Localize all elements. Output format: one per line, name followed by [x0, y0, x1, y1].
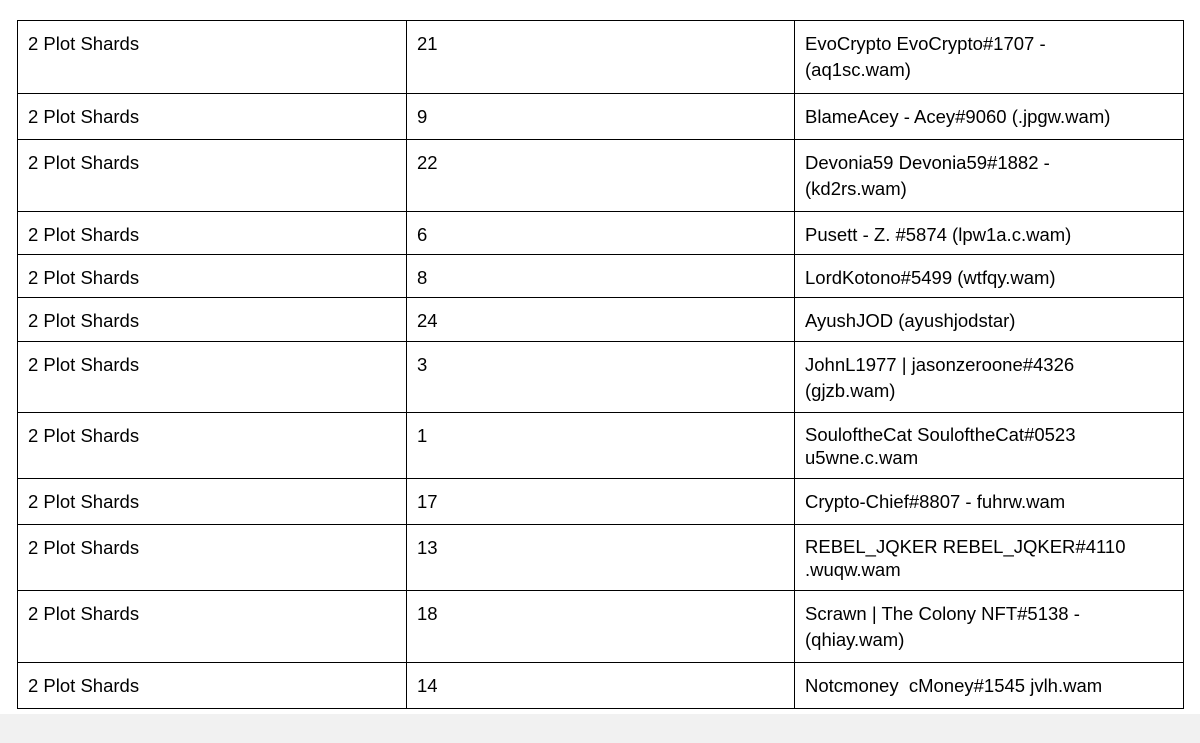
table-row — [18, 413, 1184, 479]
item-cell[interactable]: 2 Plot Shards — [18, 255, 407, 298]
number-cell[interactable]: 22 — [407, 140, 795, 212]
number-cell[interactable]: 18 — [407, 591, 795, 663]
recipient-cell[interactable]: JohnL1977 | jasonzeroone#4326 (gjzb.wam) — [795, 342, 1184, 413]
recipient-cell[interactable]: AyushJOD (ayushjodstar) — [795, 298, 1184, 342]
number-cell[interactable]: 14 — [407, 663, 795, 709]
item-cell[interactable]: 2 Plot Shards — [18, 663, 407, 709]
table-row — [18, 140, 1184, 212]
recipient-cell[interactable]: Notcmoney cMoney#1545 jvlh.wam — [795, 663, 1184, 709]
number-cell[interactable]: 1 — [407, 413, 795, 479]
item-cell[interactable]: 2 Plot Shards — [18, 212, 407, 255]
table-row — [18, 342, 1184, 413]
shard-distribution-table — [17, 20, 1184, 709]
item-cell[interactable]: 2 Plot Shards — [18, 479, 407, 525]
recipient-cell[interactable]: Devonia59 Devonia59#1882 - (kd2rs.wam) — [795, 140, 1184, 212]
number-cell[interactable]: 21 — [407, 21, 795, 94]
item-cell[interactable]: 2 Plot Shards — [18, 21, 407, 94]
table-row — [18, 255, 1184, 298]
item-cell[interactable]: 2 Plot Shards — [18, 140, 407, 212]
item-cell[interactable]: 2 Plot Shards — [18, 413, 407, 479]
table-row — [18, 94, 1184, 140]
item-cell[interactable]: 2 Plot Shards — [18, 342, 407, 413]
recipient-cell[interactable]: EvoCrypto EvoCrypto#1707 - (aq1sc.wam) — [795, 21, 1184, 94]
number-cell[interactable]: 3 — [407, 342, 795, 413]
recipient-cell[interactable]: Pusett - Z. #5874 (lpw1a.c.wam) — [795, 212, 1184, 255]
item-cell[interactable]: 2 Plot Shards — [18, 94, 407, 140]
number-cell[interactable]: 9 — [407, 94, 795, 140]
number-cell[interactable]: 17 — [407, 479, 795, 525]
table-row — [18, 663, 1184, 709]
table-row — [18, 525, 1184, 591]
recipient-cell[interactable]: LordKotono#5499 (wtfqy.wam) — [795, 255, 1184, 298]
table-row — [18, 21, 1184, 94]
number-cell[interactable]: 8 — [407, 255, 795, 298]
number-cell[interactable]: 13 — [407, 525, 795, 591]
recipient-cell[interactable]: Scrawn | The Colony NFT#5138 - (qhiay.wam) — [795, 591, 1184, 663]
item-cell[interactable]: 2 Plot Shards — [18, 298, 407, 342]
recipient-cell[interactable]: Crypto-Chief#8807 - fuhrw.wam — [795, 479, 1184, 525]
table-row — [18, 298, 1184, 342]
recipient-cell[interactable]: BlameAcey - Acey#9060 (.jpgw.wam) — [795, 94, 1184, 140]
table-row — [18, 591, 1184, 663]
number-cell[interactable]: 6 — [407, 212, 795, 255]
table-row — [18, 479, 1184, 525]
recipient-cell[interactable]: REBEL_JQKER REBEL_JQKER#4110 .wuqw.wam — [795, 525, 1184, 591]
number-cell[interactable]: 24 — [407, 298, 795, 342]
item-cell[interactable]: 2 Plot Shards — [18, 525, 407, 591]
recipient-cell[interactable]: SouloftheCat SouloftheCat#0523 u5wne.c.wam — [795, 413, 1184, 479]
bottom-background-strip — [0, 714, 1200, 743]
table-row — [18, 212, 1184, 255]
item-cell[interactable]: 2 Plot Shards — [18, 591, 407, 663]
